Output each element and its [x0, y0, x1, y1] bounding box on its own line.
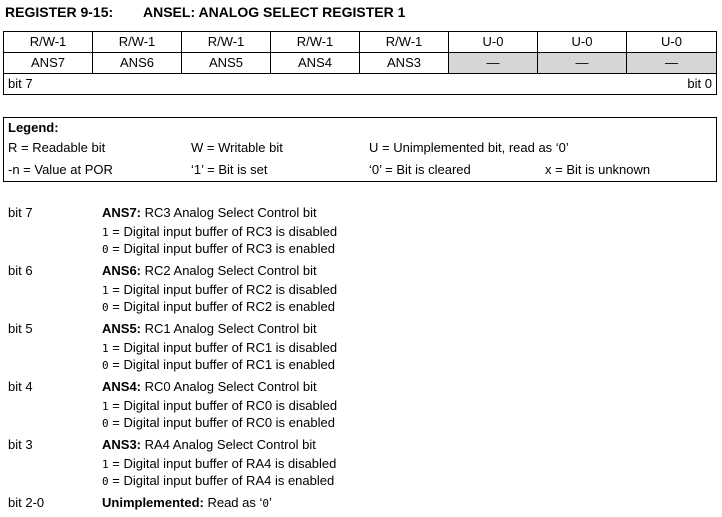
register-name: ANSEL: ANALOG SELECT REGISTER 1: [143, 4, 406, 20]
bit-name-cell: ANS6: [93, 53, 182, 73]
legend-header: Legend:: [8, 120, 59, 135]
bit-name: ANS4:: [102, 379, 142, 394]
bit-label: bit 5: [8, 321, 33, 336]
register-title: [5, 4, 405, 20]
digit-one: 1: [102, 226, 109, 239]
value-zero-text: = Digital input buffer of RC1 is enabled: [108, 357, 335, 372]
bit-value-zero: [102, 415, 335, 430]
bit-label: bit 6: [8, 263, 33, 278]
value-one-text: = Digital input buffer of RC2 is disabled: [108, 282, 338, 297]
value-zero-text: = Digital input buffer of RC3 is enabled: [108, 241, 335, 256]
bit-label: bit 2-0: [8, 495, 45, 510]
bit-desc-text: RC1 Analog Select Control bit: [141, 321, 317, 336]
value-one-text: = Digital input buffer of RC0 is disabled: [108, 398, 338, 413]
access-cell: R/W-1: [93, 32, 182, 52]
value-one-text: = Digital input buffer of RC1 is disabled: [108, 340, 338, 355]
digit-one: 1: [102, 284, 109, 297]
bit-desc-text: RC2 Analog Select Control bit: [141, 263, 317, 278]
bit-value-zero: [102, 241, 335, 256]
bit-value-one: [102, 456, 336, 471]
digit-zero: 0: [102, 301, 109, 314]
value-one-text: = Digital input buffer of RA4 is disabled: [108, 456, 337, 471]
bit-name-cell: ANS4: [271, 53, 360, 73]
access-cell: R/W-1: [271, 32, 360, 52]
bit-name-cell-unimplemented: —: [627, 53, 716, 73]
bit-desc-text: Read as ‘: [203, 495, 263, 510]
register-bit-table: [3, 31, 717, 95]
value-zero-text: = Digital input buffer of RA4 is enabled: [108, 473, 335, 488]
bit-name-row: [4, 53, 716, 74]
bit-value-zero: [102, 357, 335, 372]
bit-desc-text: RC3 Analog Select Control bit: [141, 205, 317, 220]
digit-one: 1: [102, 342, 109, 355]
value-zero-text: = Digital input buffer of RC2 is enabled: [108, 299, 335, 314]
bit-name: ANS5:: [102, 321, 142, 336]
bit-label: bit 3: [8, 437, 33, 452]
bit-description: [102, 379, 317, 394]
bit-value-one: [102, 340, 337, 355]
legend-set: ‘1’ = Bit is set: [191, 162, 268, 177]
bit-name-cell-unimplemented: —: [538, 53, 627, 73]
bit-range-row: [4, 74, 716, 94]
quote-close: ’: [269, 495, 272, 510]
legend-unknown: x = Bit is unknown: [545, 162, 651, 177]
legend-writable: W = Writable bit: [191, 140, 283, 155]
bit-high-label: bit 7: [8, 76, 33, 91]
digit-zero: 0: [262, 497, 270, 510]
bit-name-cell: ANS7: [4, 53, 93, 73]
access-cell: R/W-1: [182, 32, 271, 52]
access-cell: U-0: [538, 32, 627, 52]
bit-name-cell: ANS3: [360, 53, 449, 73]
access-cell: U-0: [449, 32, 538, 52]
value-zero-text: = Digital input buffer of RC0 is enabled: [108, 415, 335, 430]
bit-value-zero: [102, 299, 335, 314]
digit-zero: 0: [102, 243, 109, 256]
bit-value-one: [102, 224, 337, 239]
bit-label: bit 4: [8, 379, 33, 394]
bit-description: [102, 321, 317, 336]
bit-name: Unimplemented:: [102, 495, 204, 510]
legend-box: [3, 117, 717, 182]
digit-zero: 0: [102, 417, 109, 430]
legend-cleared: ‘0’ = Bit is cleared: [369, 162, 471, 177]
digit-zero: 0: [102, 359, 109, 372]
bit-description: [102, 495, 272, 510]
legend-readable: R = Readable bit: [8, 140, 106, 155]
bit-name: ANS7:: [102, 205, 142, 220]
digit-zero: 0: [102, 475, 109, 488]
bit-name: ANS3:: [102, 437, 142, 452]
bit-value-one: [102, 398, 337, 413]
bit-name-cell: ANS5: [182, 53, 271, 73]
bit-value-one: [102, 282, 337, 297]
access-cell: R/W-1: [360, 32, 449, 52]
bit-low-label: bit 0: [687, 76, 712, 91]
bit-name-cell-unimplemented: —: [449, 53, 538, 73]
access-row: [4, 32, 716, 53]
bit-description: [102, 437, 316, 452]
bit-description: [102, 263, 317, 278]
value-one-text: = Digital input buffer of RC3 is disabled: [108, 224, 338, 239]
digit-one: 1: [102, 400, 109, 413]
bit-label: bit 7: [8, 205, 33, 220]
access-cell: U-0: [661, 34, 682, 49]
bit-name: ANS6:: [102, 263, 142, 278]
bit-description: [102, 205, 317, 220]
legend-por: -n = Value at POR: [8, 162, 113, 177]
access-cell: R/W-1: [4, 32, 93, 52]
bit-desc-text: RA4 Analog Select Control bit: [141, 437, 316, 452]
register-number: REGISTER 9-15:: [5, 4, 114, 20]
digit-one: 1: [102, 458, 109, 471]
bit-desc-text: RC0 Analog Select Control bit: [141, 379, 317, 394]
legend-unimplemented: U = Unimplemented bit, read as ‘0’: [369, 140, 569, 155]
bit-value-zero: [102, 473, 334, 488]
